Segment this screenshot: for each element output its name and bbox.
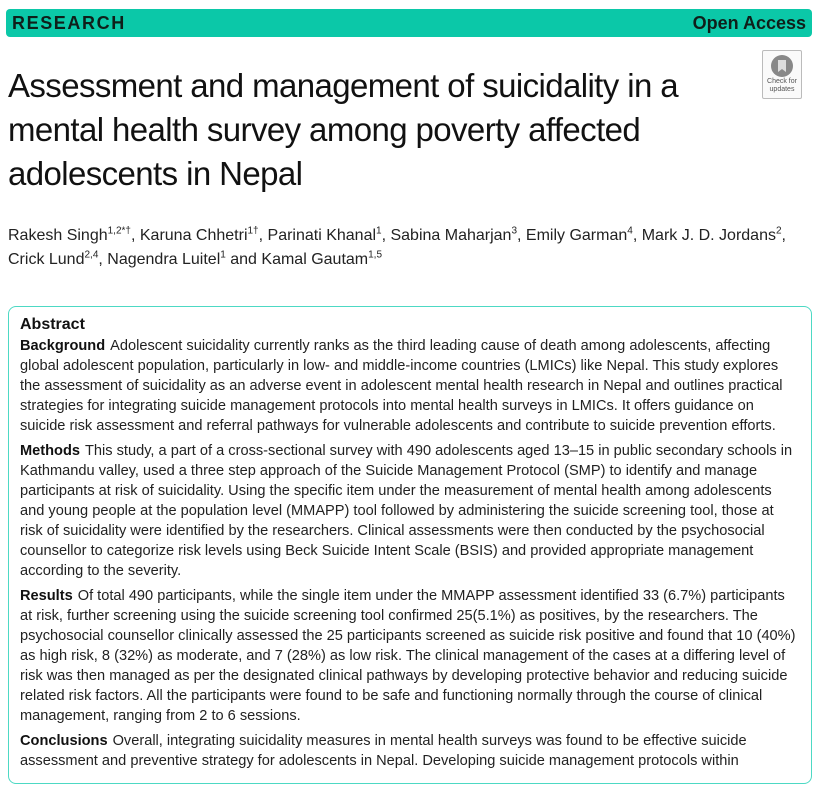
author-2 — [140, 227, 268, 244]
section-label: Background — [20, 338, 106, 354]
author-1 — [8, 227, 140, 244]
author-affiliation[interactable]: 1,5 — [368, 249, 383, 261]
author-8 — [107, 251, 261, 268]
separator: and — [225, 251, 262, 268]
separator: , — [632, 227, 642, 244]
section-text: This study, a part of a cross-sectional survey with 490 adolescents aged 13–15 in public secondary schools in Kathmandu valley, used a three step approach of the Suicide Management Protocol (SMP) to identify and manage participants at risk of suicidality. Using the specific item under the measurement of mental health among adolescents and young people at the population level (MMAPP) tool followed by administering the suicide screening tool, those at risk of suicidality were identified by the researchers. Clinical assessments were then conducted by the psychosocial counsellor to categorize risk levels using Beck Suicide Intent Scale (BSIS) and provided appropriate management according to the severity. — [20, 443, 793, 579]
separator: , — [130, 227, 140, 244]
author-7 — [8, 251, 107, 268]
author-affiliation[interactable]: 1 — [376, 225, 382, 237]
author-name[interactable]: Parinati Khanal — [267, 227, 377, 244]
author-4 — [390, 227, 525, 244]
section-label: Results — [20, 588, 73, 604]
separator: , — [781, 227, 786, 244]
author-affiliation[interactable]: 2,4 — [84, 249, 99, 261]
author-9 — [261, 251, 382, 268]
author-affiliation[interactable]: 4 — [627, 225, 633, 237]
badge-line-2: updates — [769, 86, 795, 93]
section-label: RESEARCH — [12, 12, 126, 33]
abstract-results — [20, 586, 800, 726]
open-access-label[interactable]: Open Access — [692, 12, 806, 33]
abstract-methods — [20, 441, 800, 581]
author-name[interactable]: Sabina Maharjan — [390, 227, 512, 244]
abstract-box — [8, 306, 812, 784]
separator: , — [98, 251, 108, 268]
separator: , — [517, 227, 526, 244]
author-affiliation[interactable]: 1† — [247, 225, 259, 237]
section-text: Overall, integrating suicidality measures in mental health surveys was found to be effective suicide assessment and preventive strategy for adolescents in Nepal. Developing suicide management protocols within — [20, 733, 747, 769]
author-name[interactable]: Nagendra Luitel — [107, 251, 221, 268]
author-name[interactable]: Karuna Chhetri — [139, 227, 248, 244]
article-type-banner — [6, 9, 812, 37]
section-label: Methods — [20, 443, 80, 459]
author-affiliation[interactable]: 3 — [511, 225, 518, 237]
author-name[interactable]: Mark J. D. Jordans — [641, 227, 776, 244]
author-affiliation[interactable]: 2 — [775, 225, 782, 237]
author-6 — [642, 227, 786, 244]
author-3 — [268, 227, 391, 244]
separator: , — [381, 227, 391, 244]
author-affiliation[interactable]: 1,2*† — [107, 225, 131, 237]
author-name[interactable]: Crick Lund — [8, 251, 85, 268]
bookmark-icon — [771, 55, 793, 77]
abstract-heading: Abstract — [20, 316, 85, 333]
author-name[interactable]: Rakesh Singh — [8, 227, 108, 244]
author-list — [8, 224, 808, 272]
section-text: Adolescent suicidality currently ranks as the third leading cause of death among adolescents, affecting global adolescent population, particularly in low- and middle-income countries (LMICs) like Nepal. This study explores the assessment of suicidality as an adverse event in adolescent mental health research in Nepal and outlines practical strategies for integrating suicide management protocols into mental health surveys in LMICs. It offers guidance on suicide risk assessment and referral pathways for vulnerable adolescents and contribute to suicide prevention efforts. — [20, 338, 783, 434]
separator: , — [258, 227, 268, 244]
author-affiliation[interactable]: 1 — [220, 249, 226, 261]
check-for-updates-button[interactable] — [762, 50, 802, 99]
author-name[interactable]: Emily Garman — [525, 227, 628, 244]
badge-line-1: Check for — [767, 78, 797, 85]
author-name[interactable]: Kamal Gautam — [261, 251, 369, 268]
author-5 — [526, 227, 642, 244]
article-title: Assessment and management of suicidality in a mental health survey among poverty affected adolescents in Nepal — [8, 67, 679, 192]
abstract-background — [20, 336, 800, 436]
abstract-conclusions — [20, 731, 800, 771]
section-text: Of total 490 participants, while the single item under the MMAPP assessment identified 33 (6.7%) participants at risk, further screening using the suicide screening tool confirmed 25(5.1%) as positives, by the researchers. The psychosocial counsellor clinically assessed the 25 participants screened as suicide risk positive and found that 10 (40%) as high risk, 8 (32%) as moderate, and 7 (28%) as low risk. The clinical management of the cases at a differing level of risk was then managed as per the designated clinical pathways by developing protective behavior and reducing suicide related risk factors. All the participants were found to be safe and functioning normally through the course of clinical management, ranging from 2 to 6 sessions. — [20, 588, 796, 724]
section-label: Conclusions — [20, 733, 108, 749]
